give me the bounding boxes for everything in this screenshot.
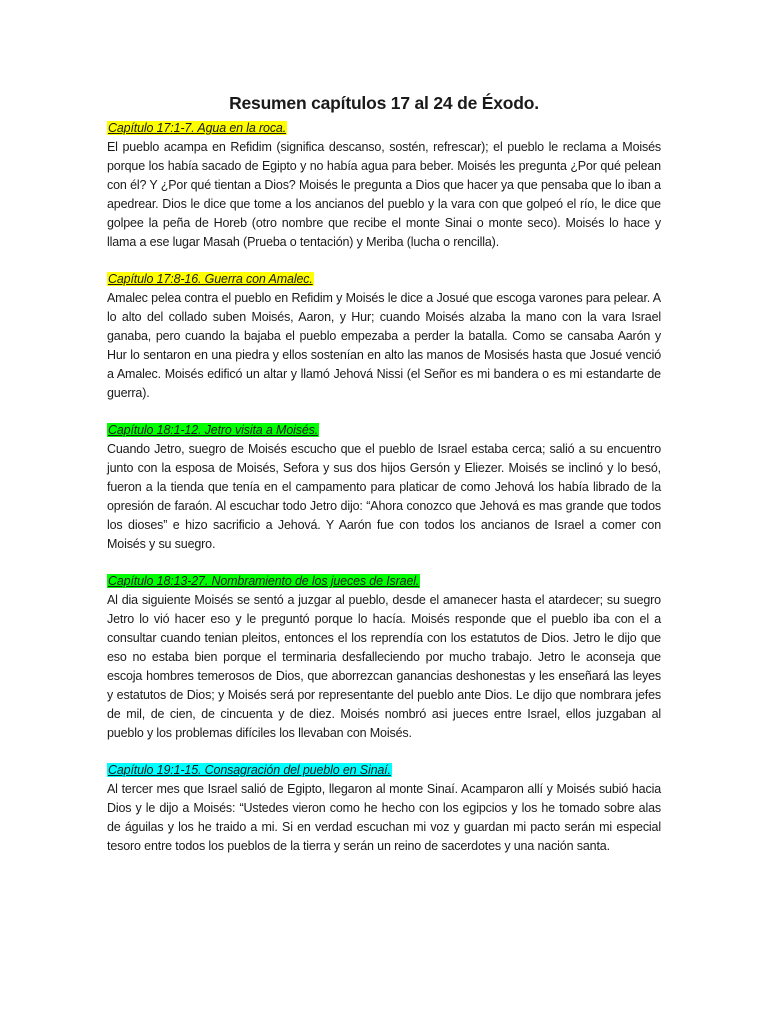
- page-title: Resumen capítulos 17 al 24 de Éxodo.: [229, 93, 539, 113]
- section-paragraph: Al dia siguiente Moisés se sentó a juzgar al pueblo, desde el amanecer hasta el atardecer; su suegro Jetro lo vió hacer eso y le preguntó porque lo hacía. Moisés responde que el pueblo iba con el a consultar cuando tenian pleitos, entonces el los reprendía con los estatutos de Dios. Jetro le dijo que eso no estaba bien porque el terminaria desfalleciendo por mucho trabajo. Jetro le aconseja que escoja hombres temerosos de Dios, que aborrezcan ganancias deshonestas y les enseñará las leyes y estatutos de Dios; y Moisés será por representante del pueblo ante Dios. Le dijo que nombrara jefes de mil, de cien, de cincuenta y de diez. Moisés nombró asi jueces entre Israel, ellos juzgaban al pueblo y los problemas difíciles los llevaban con Moisés.: [107, 593, 661, 740]
- section-cap-18-1-12: [107, 421, 661, 554]
- section-cap-17-1-7: [107, 119, 661, 252]
- highlighted-heading-text: Capítulo 18:13-27. Nombramiento de los jueces de Israel.: [108, 574, 420, 588]
- section-heading: [107, 421, 661, 440]
- section-cap-17-8-16: [107, 270, 661, 403]
- document-content: [107, 119, 661, 874]
- section-heading: [107, 270, 661, 289]
- section-paragraph: Cuando Jetro, suegro de Moisés escucho que el pueblo de Israel estaba cerca; salió a su encuentro junto con la esposa de Moisés, Sefora y sus dos hijos Gersón y Eliezer. Moisés se inclinó y lo besó, fueron a la tienda que tenía en el campamento para platicar de como Jehová los había librado de la opresión de faraón. Al escuchar todo Jetro dijo: “Ahora conozco que Jehová es mas grande que todos los dioses” e hizo sacrificio a Jehová. Y Aarón fue con todos los ancianos de Israel a comer con Moisés y su suegro.: [107, 442, 661, 551]
- section-heading: [107, 572, 661, 591]
- section-paragraph: Amalec pelea contra el pueblo en Refidim y Moisés le dice a Josué que escoga varones para pelear. A lo alto del collado suben Moisés, Aaron, y Hur; cuando Moisés alzaba la mano con la vara Israel ganaba, pero cuando la bajaba el pueblo empezaba a perder la batalla. Como se cansaba Aarón y Hur lo sentaron en una piedra y ellos sostenían en alto las manos de Mosisés hasta que Josué venció a Amalec. Moisés edificó un altar y llamó Jehová Nissi (el Señor es mi bandera o es mi estandarte de guerra).: [107, 291, 661, 400]
- highlighted-heading-text: Capítulo 17:1-7. Agua en la roca.: [108, 121, 287, 135]
- section-heading: [107, 119, 661, 138]
- section-paragraph: El pueblo acampa en Refidim (significa descanso, sostén, refrescar); el pueblo le reclama a Moisés porque los había sacado de Egipto y no había agua para beber. Moisés les pregunta ¿Por qué pelean con él? Y ¿Por qué tientan a Dios? Moisés le pregunta a Dios que hacer ya que pensaba que lo iban a apedrear. Dios le dice que tome a los ancianos del pueblo y la vara con que golpeó el río, le dice que golpee la peña de Horeb (otro nombre que recibe el monte Sinai o monte seco). Moisés lo hace y llama a ese lugar Masah (Prueba o tentación) y Meriba (lucha o rencilla).: [107, 140, 661, 249]
- section-heading: [107, 761, 661, 780]
- section-paragraph: Al tercer mes que Israel salió de Egipto, llegaron al monte Sinaí. Acamparon allí y Moisés subió hacia Dios y le dijo a Moisés: “Ustedes vieron como he hecho con los egipcios y los he tomado sobre alas de águilas y los he traido a mi. Si en verdad escuchan mi voz y guardan mi pacto serán mi especial tesoro entre todos los pueblos de la tierra y serán un reino de sacerdotes y una nación santa.: [107, 782, 661, 853]
- section-cap-18-13-27: [107, 572, 661, 743]
- highlighted-heading-text: Capítulo 17:8-16. Guerra con Amalec.: [108, 272, 313, 286]
- highlighted-heading-text: Capítulo 19:1-15. Consagración del pueblo en Sinaí.: [108, 763, 391, 777]
- highlighted-heading-text: Capítulo 18:1-12. Jetro visita a Moisés.: [108, 423, 319, 437]
- section-cap-19-1-15: [107, 761, 661, 856]
